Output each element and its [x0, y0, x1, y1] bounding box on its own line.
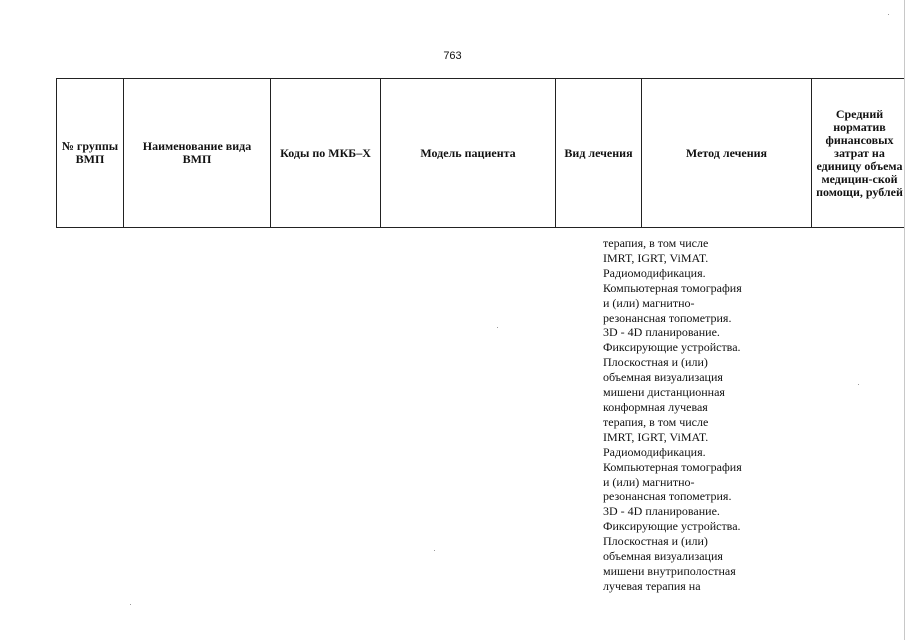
method-line: IMRT, IGRT, ViMAT. — [603, 429, 709, 444]
header-patient-model: Модель пациента — [381, 79, 556, 228]
method-line: объемная визуализация — [603, 370, 723, 385]
header-treatment-type: Вид лечения — [556, 79, 642, 228]
header-treatment-method: Метод лечения — [642, 79, 812, 228]
method-line: Компьютерная томография — [603, 280, 742, 295]
scan-speck — [497, 327, 498, 328]
page-number: 763 — [443, 50, 462, 62]
method-line: Компьютерная томография — [603, 459, 742, 474]
header-table — [56, 78, 905, 228]
method-line: объемная визуализация — [603, 549, 723, 564]
method-line: терапия, в том числе — [603, 236, 709, 250]
scan-speck — [130, 604, 131, 605]
scan-speck — [434, 550, 435, 551]
header-row — [57, 79, 905, 228]
header-group-number: № группы ВМП — [57, 79, 124, 228]
method-line: лучевая терапия на — [603, 578, 701, 593]
header-average-cost: Средний норматив финансовых затрат на единицу объема медицин-ской помощи, рублей — [812, 79, 905, 228]
method-line: резонансная топометрия. — [603, 489, 732, 504]
method-line: и (или) магнитно- — [603, 474, 695, 489]
header-vmp-name: Наименование вида ВМП — [124, 79, 271, 228]
header-icd-codes: Коды по МКБ–Х — [271, 79, 381, 228]
method-line: Радиомодификация. — [603, 265, 706, 280]
scan-speck — [888, 14, 889, 15]
method-line: Плоскостная и (или) — [603, 355, 708, 370]
method-line: Радиомодификация. — [603, 444, 706, 459]
method-line: терапия, в том числе — [603, 414, 709, 429]
method-line: Фиксирующие устройства. — [603, 519, 741, 534]
method-line: IMRT, IGRT, ViMAT. — [603, 250, 709, 265]
method-line: мишени внутриполостная — [603, 563, 736, 578]
method-line: Плоскостная и (или) — [603, 534, 708, 549]
method-line: и (или) магнитно- — [603, 295, 695, 310]
method-line: Фиксирующие устройства. — [603, 340, 741, 355]
method-line: мишени дистанционная — [603, 385, 725, 400]
method-line: резонансная топометрия. — [603, 310, 732, 325]
scan-speck — [858, 384, 859, 385]
treatment-method-text — [603, 236, 763, 594]
method-line: конформная лучевая — [603, 399, 708, 414]
method-line: 3D - 4D планирование. — [603, 504, 720, 519]
method-line: 3D - 4D планирование. — [603, 325, 720, 340]
